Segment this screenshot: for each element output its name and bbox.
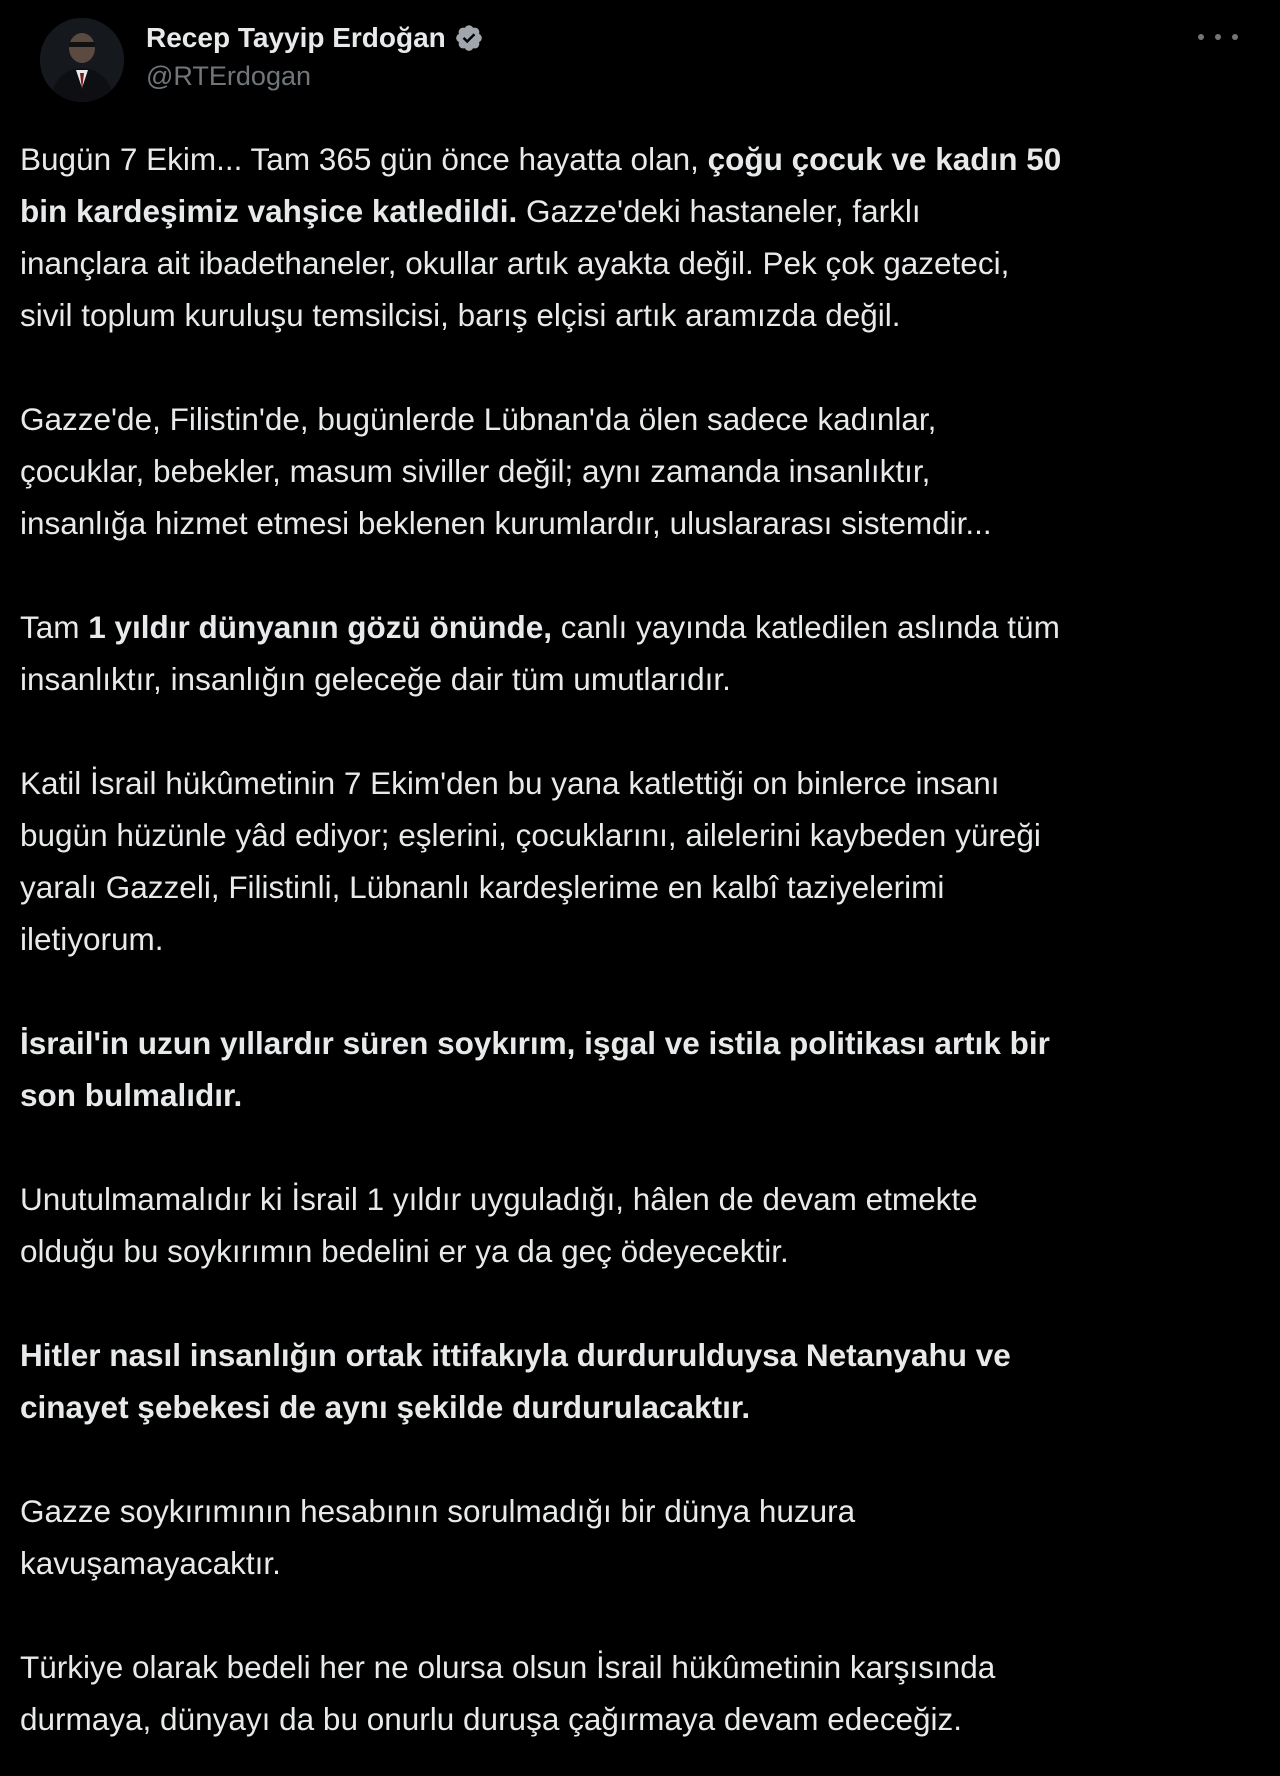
avatar[interactable] bbox=[40, 18, 124, 102]
more-options-button[interactable] bbox=[1198, 22, 1238, 52]
tweet-paragraph-9 bbox=[20, 1641, 1260, 1745]
text-line: İsrail'in uzun yıllardır süren soykırım, işgal ve istila politikası artık bir bbox=[20, 1025, 1050, 1061]
text-line: çocuklar, bebekler, masum siviller değil; aynı zamanda insanlıktır, bbox=[20, 453, 931, 489]
text-line: kavuşamayacaktır. bbox=[20, 1545, 281, 1581]
text-line: sivil toplum kuruluşu temsilcisi, barış elçisi artık aramızda değil. bbox=[20, 297, 901, 333]
tweet-paragraph-8 bbox=[20, 1485, 1260, 1589]
author-display-name[interactable]: Recep Tayyip Erdoğan bbox=[146, 22, 446, 53]
tweet-header bbox=[20, 0, 1258, 118]
tweet-paragraph-3 bbox=[20, 601, 1260, 705]
tweet-paragraph-4 bbox=[20, 757, 1260, 965]
text-line: Katil İsrail hükûmetinin 7 Ekim'den bu yana katlettiği on binlerce insanı bbox=[20, 765, 1000, 801]
text-line: insanlığa hizmet etmesi beklenen kurumlardır, uluslararası sistemdir... bbox=[20, 505, 992, 541]
text-span: Bugün 7 Ekim... Tam 365 gün önce hayatta olan, bbox=[20, 141, 708, 177]
avatar-portrait-icon bbox=[40, 18, 124, 102]
text-line: Hitler nasıl insanlığın ortak ittifakıyla durdurulduysa Netanyahu ve bbox=[20, 1337, 1011, 1373]
tweet-paragraph-1 bbox=[20, 133, 1260, 341]
tweet-paragraph-6 bbox=[20, 1173, 1260, 1277]
text-span: canlı yayında katledilen aslında tüm bbox=[552, 609, 1060, 645]
tweet-paragraph-2 bbox=[20, 393, 1260, 549]
tweet-paragraph-5 bbox=[20, 1017, 1260, 1121]
bold-text: bin kardeşimiz vahşice katledildi. bbox=[20, 193, 518, 229]
text-span: Gazze'deki hastaneler, farklı bbox=[517, 193, 921, 229]
verified-badge-icon bbox=[454, 23, 484, 53]
tweet-paragraph-7 bbox=[20, 1329, 1260, 1433]
text-span: Tam bbox=[20, 609, 89, 645]
text-line: durmaya, dünyayı da bu onurlu duruşa çağırmaya devam edeceğiz. bbox=[20, 1701, 963, 1737]
text-line: yaralı Gazzeli, Filistinli, Lübnanlı kardeşlerime en kalbî taziyelerimi bbox=[20, 869, 945, 905]
bold-text: çoğu çocuk ve kadın 50 bbox=[707, 141, 1062, 177]
tweet-text bbox=[20, 133, 1260, 1745]
more-options-icon bbox=[1232, 34, 1238, 40]
text-line: son bulmalıdır. bbox=[20, 1077, 243, 1113]
text-line: Türkiye olarak bedeli her ne olursa olsun İsrail hükûmetinin karşısında bbox=[20, 1649, 996, 1685]
text-line: Gazze soykırımının hesabının sorulmadığı bir dünya huzura bbox=[20, 1493, 856, 1529]
text-line: olduğu bu soykırımın bedelini er ya da geç ödeyecektir. bbox=[20, 1233, 789, 1269]
author-handle[interactable]: @RTErdogan bbox=[146, 61, 311, 91]
text-line: bugün hüzünle yâd ediyor; eşlerini, çocuklarını, ailelerini kaybeden yüreği bbox=[20, 817, 1041, 853]
text-line bbox=[20, 133, 1260, 185]
author-block bbox=[146, 20, 484, 94]
more-options-icon bbox=[1215, 34, 1221, 40]
text-line: cinayet şebekesi de aynı şekilde durdurulacaktır. bbox=[20, 1389, 751, 1425]
text-line: insanlıktır, insanlığın geleceğe dair tüm umutlarıdır. bbox=[20, 661, 731, 697]
text-line bbox=[20, 185, 1260, 237]
text-line bbox=[20, 601, 1260, 653]
text-line: inançlara ait ibadethaneler, okullar artık ayakta değil. Pek çok gazeteci, bbox=[20, 245, 1010, 281]
author-name-row bbox=[146, 20, 484, 56]
text-line: iletiyorum. bbox=[20, 921, 164, 957]
bold-text: 1 yıldır dünyanın gözü önünde, bbox=[88, 609, 553, 645]
text-line: Gazze'de, Filistin'de, bugünlerde Lübnan'da ölen sadece kadınlar, bbox=[20, 401, 937, 437]
more-options-icon bbox=[1198, 34, 1204, 40]
text-line: Unutulmamalıdır ki İsrail 1 yıldır uyguladığı, hâlen de devam etmekte bbox=[20, 1181, 978, 1217]
